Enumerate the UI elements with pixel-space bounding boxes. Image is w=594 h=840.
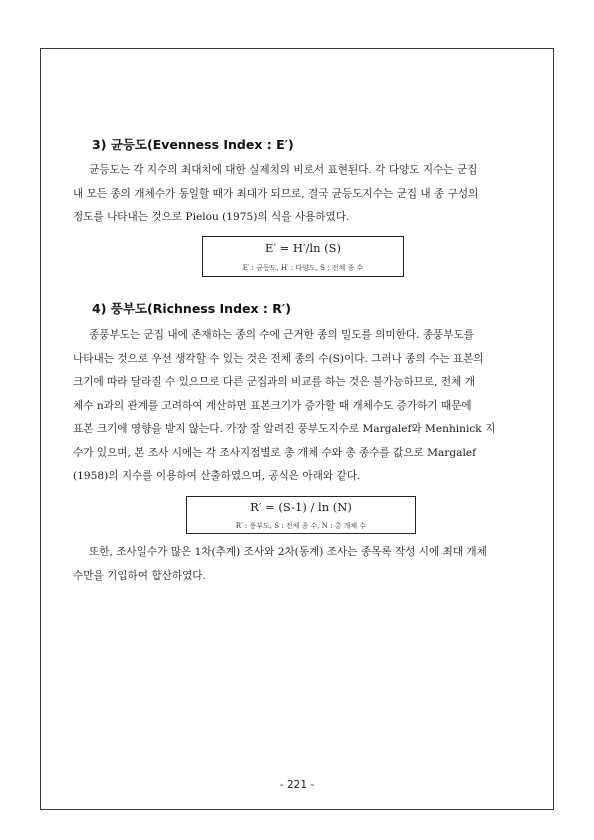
paragraph-richness — [73, 324, 531, 489]
formula-legend: E′ : 균등도, H′ : 다양도, S : 전체 종 수 — [242, 264, 364, 272]
text-line: 종풍부도는 군집 내에 존재하는 종의 수에 근거한 종의 밀도를 의미한다. 종풍부도를 — [89, 329, 474, 341]
paragraph-closing — [73, 541, 531, 588]
formula-equation: E′ = H′/ln (S) — [264, 241, 342, 255]
text-line: 크기에 따라 달라질 수 있으므로 다른 군집과의 비교를 하는 것은 불가능하므로, 전체 개 — [73, 376, 475, 388]
formula-legend: R′ : 풍부도, S : 전체 종 수, N : 총 개체 수 — [235, 522, 367, 530]
text-line: 표본 크기에 영향을 받지 않는다. 가장 잘 알려진 풍부도지수로 Margalef와 Menhinick 지 — [73, 423, 496, 435]
formula-box-richness — [186, 496, 416, 534]
page-number: - 221 - — [279, 779, 315, 791]
formula-equation: R′ = (S-1) / ln (N) — [250, 500, 352, 514]
text-line: 또한, 조사일수가 많은 1차(추계) 조사와 2차(동계) 조사는 종목록 작성 시에 최대 개체 — [89, 546, 487, 558]
text-line: 수가 있으며, 본 조사 시에는 각 조사지점별로 총 개체 수와 총 종수를 값으로 Margalef — [73, 446, 477, 459]
paragraph-evenness — [73, 159, 531, 230]
text-line: 수만을 기입하여 합산하였다. — [73, 569, 206, 582]
text-line: 균등도는 각 지수의 최대치에 대한 실제치의 비로서 표현된다. 각 다양도 지수는 군집 — [89, 164, 478, 176]
section-heading-richness: 4) 풍부도(Richness Index : R′) — [92, 301, 291, 316]
text-line: (1958)의 지수를 이용하여 산출하였으며, 공식은 아래와 같다. — [73, 470, 361, 482]
formula-box-evenness — [202, 236, 404, 277]
text-line: 정도를 나타내는 것으로 Pielou (1975)의 식을 사용하였다. — [73, 211, 350, 223]
text-line: 나타내는 것으로 우선 생각할 수 있는 것은 전체 종의 수(S)이다. 그러나 종의 수는 표본의 — [73, 352, 484, 365]
text-line: 내 모든 종의 개체수가 동일할 때가 최대가 되므로, 결국 균등도지수는 군집 내 종 구성의 — [73, 187, 479, 200]
section-heading-evenness: 3) 균등도(Evenness Index : E′) — [92, 137, 294, 152]
text-line: 체수 n과의 관계를 고려하여 계산하면 표본크기가 증가할 때 개체수도 증가하기 때문에 — [73, 399, 472, 412]
